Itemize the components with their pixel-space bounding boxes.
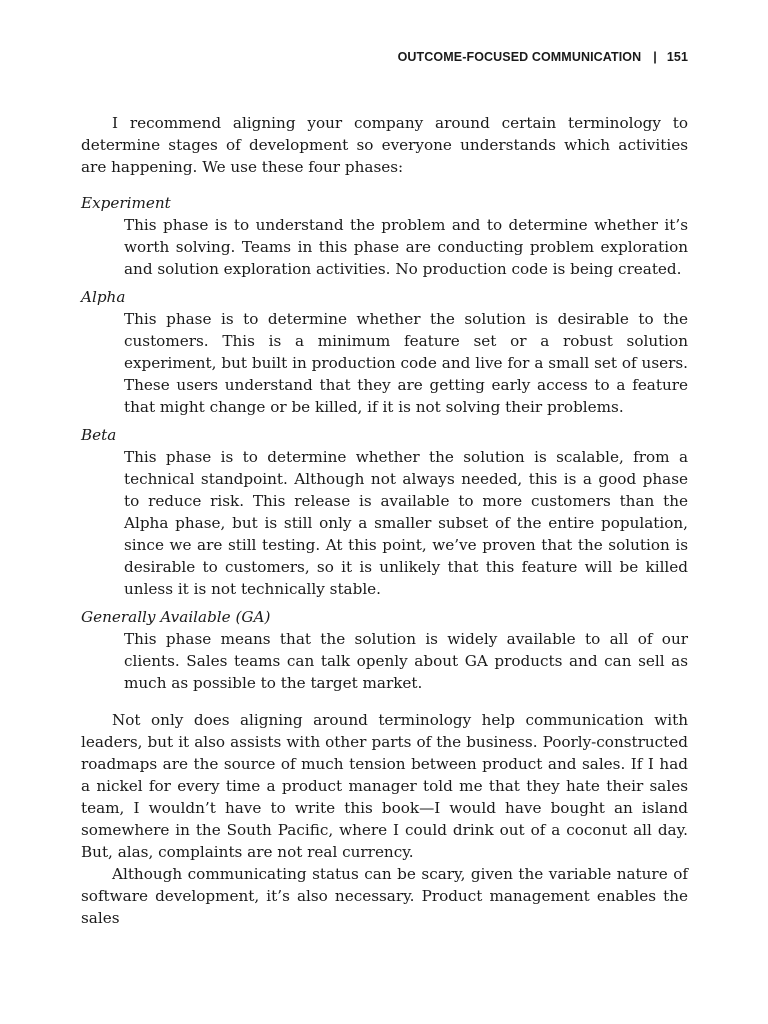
- body-paragraph: Not only does aligning around terminology help communication with leaders, but it also assists with other parts of the business. Poorly-constructed roadmaps are the source of much tension between product and sales. If I had a nickel for every time a product manager told me that they hate their sales team, I wouldn’t have to write this book—I would have bought an island somewhere in the South Pacific, where I could drink out of a coconut all day. But, alas, complaints are not real currency.: [81, 711, 688, 861]
- phase-definition-experiment: This phase is to understand the problem and to determine whether it’s worth solving. Teams in this phase are conducting problem exploration and solution exploration activities. No production code is being created.: [124, 216, 688, 278]
- phase-definition-beta: This phase is to determine whether the solution is scalable, from a technical standpoint. Although not always needed, this is a good phase to reduce risk. This release is available to more customers than the Alpha phase, but is still only a smaller subset of the entire population, since we are still testing. At this point, we’ve proven that the solution is desirable to customers, so it is unlikely that this feature will be killed unless it is not technically stable.: [124, 448, 688, 598]
- section-title: OUTCOME-FOCUSED COMMUNICATION: [397, 50, 642, 64]
- page-body: [81, 112, 688, 929]
- page-number: 151: [666, 50, 688, 64]
- header-separator: |: [653, 50, 657, 64]
- phase-definition-alpha: This phase is to determine whether the solution is desirable to the customers. This is a minimum feature set or a robust solution experiment, but built in production code and live for a small set of users. These users understand that they are getting early access to a feature that might change or be killed, if it is not solving their problems.: [124, 310, 688, 416]
- phase-term-alpha: Alpha: [81, 288, 126, 306]
- intro-paragraph: I recommend aligning your company around certain terminology to determine stages of development so everyone understands which activities are happening. We use these four phases:: [81, 114, 688, 176]
- running-head: [398, 50, 688, 64]
- phase-term-beta: Beta: [81, 426, 117, 444]
- phase-definition-ga: This phase means that the solution is widely available to all of our clients. Sales teams can talk openly about GA products and can sell as much as possible to the target market.: [124, 630, 688, 692]
- phase-term-ga: Generally Available (GA): [81, 608, 271, 626]
- phase-list: [81, 192, 688, 694]
- body-paragraph: Although communicating status can be scary, given the variable nature of software development, it’s also necessary. Product management enables the sales: [81, 865, 688, 927]
- phase-term-experiment: Experiment: [81, 194, 171, 212]
